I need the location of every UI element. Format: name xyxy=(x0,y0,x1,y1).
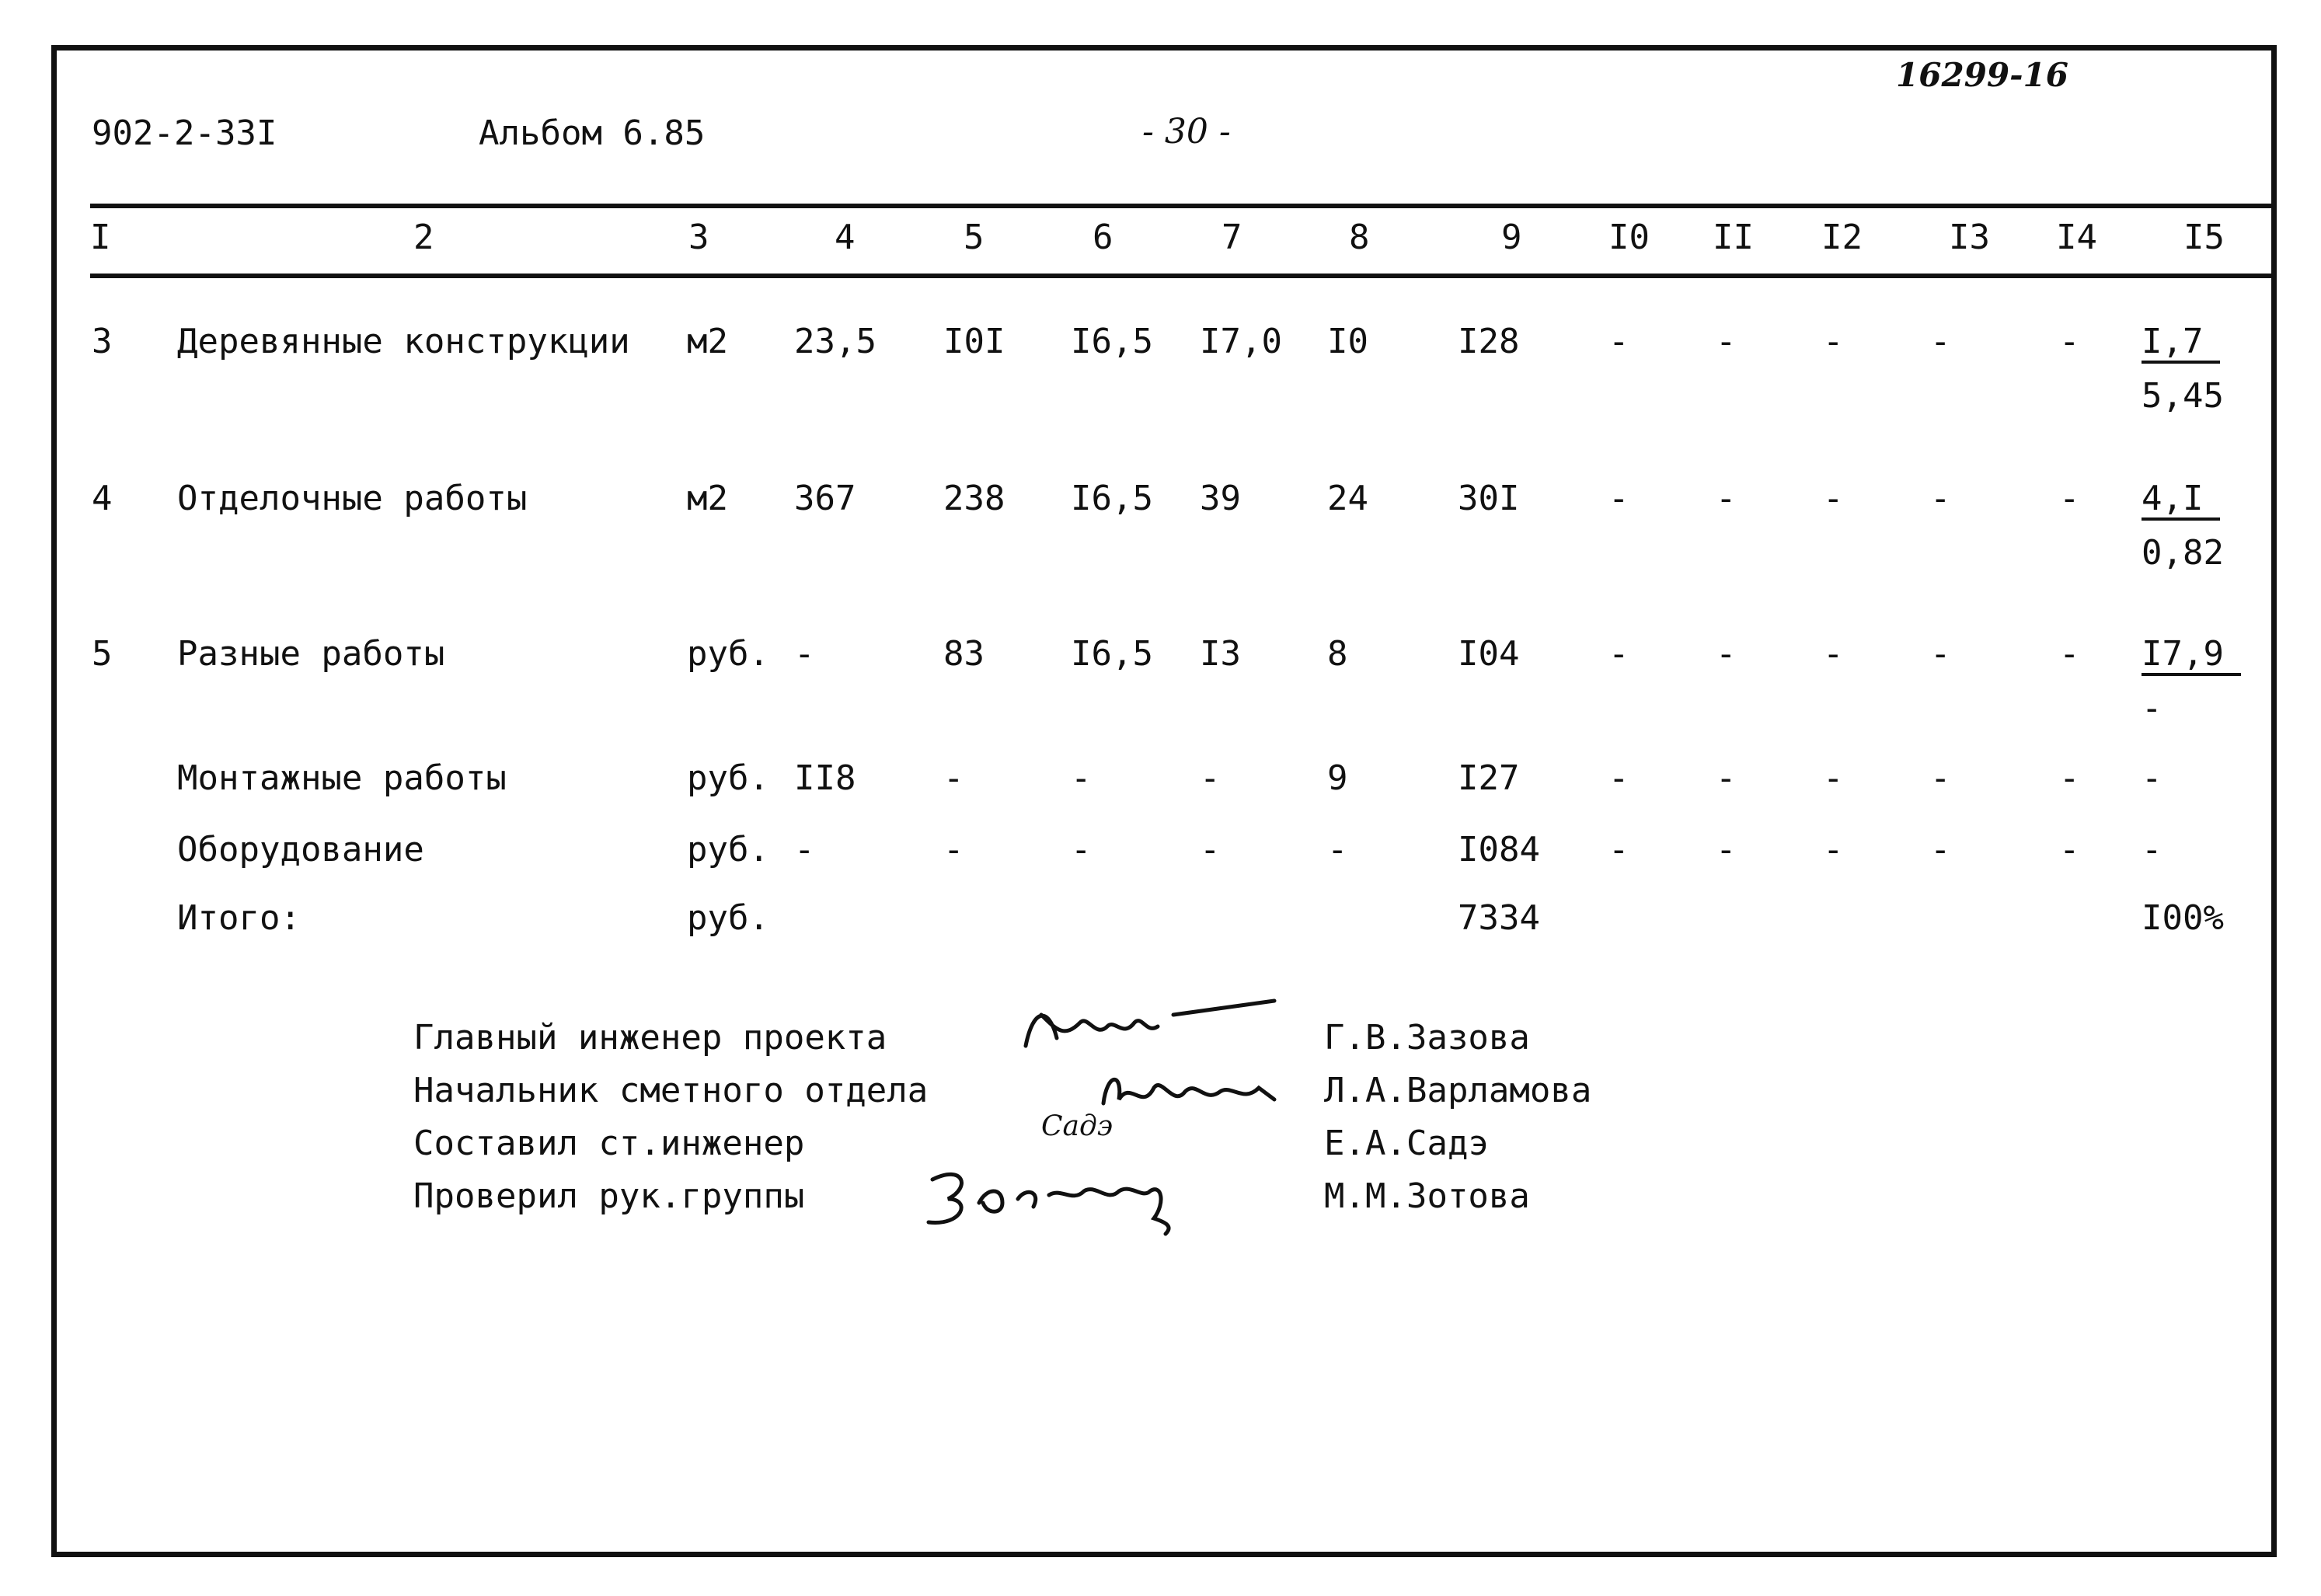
cell-col7: - xyxy=(1200,758,1221,798)
stamp-number: 16299-16 xyxy=(1896,56,2068,94)
cell-col9: 7334 xyxy=(1458,898,1540,938)
cell-col4: 367 xyxy=(794,479,856,518)
column-header: 8 xyxy=(1349,218,1370,257)
cell-col9: 30I xyxy=(1458,479,1520,518)
signer-role: Главный инженер проекта xyxy=(413,1018,887,1058)
cell-col12: - xyxy=(1823,479,1844,518)
cell-col7: 39 xyxy=(1200,479,1241,518)
cell-col15-denominator: 0,82 xyxy=(2142,533,2224,573)
cell-col7: I3 xyxy=(1200,634,1241,674)
column-header: I4 xyxy=(2056,218,2097,257)
cell-col13: - xyxy=(1930,830,1951,869)
cell-col8: - xyxy=(1327,830,1348,869)
cell-col10: - xyxy=(1608,322,1629,361)
cell-col13: - xyxy=(1930,758,1951,798)
cell-col11: - xyxy=(1716,479,1737,518)
cell-col14: - xyxy=(2059,758,2080,798)
cell-col13: - xyxy=(1930,479,1951,518)
row-unit: руб. xyxy=(687,898,769,938)
cell-col15-numerator: I7,9 xyxy=(2142,637,2241,676)
row-number: 5 xyxy=(92,634,113,674)
column-header: I3 xyxy=(1949,218,1990,257)
column-header: 3 xyxy=(688,218,709,257)
row-name: Деревянные конструкции xyxy=(177,322,630,361)
row-name: Разные работы xyxy=(177,634,445,674)
column-header: I xyxy=(90,218,111,257)
handwritten-signature xyxy=(917,1156,1243,1242)
signer-name: Г.В.Зазова xyxy=(1324,1018,1530,1058)
row-unit: м2 xyxy=(687,479,728,518)
row-name: Отделочные работы xyxy=(177,479,528,518)
cell-col15-denominator: 5,45 xyxy=(2142,376,2224,416)
signer-name: М.М.Зотова xyxy=(1324,1176,1530,1216)
cell-col7: I7,0 xyxy=(1200,322,1282,361)
row-name: Оборудование xyxy=(177,830,424,869)
cell-col15-numerator: I,7 xyxy=(2142,325,2220,364)
cell-col13: - xyxy=(1930,322,1951,361)
cell-col12: - xyxy=(1823,758,1844,798)
cell-col4: - xyxy=(794,634,815,674)
row-number: 4 xyxy=(92,479,113,518)
column-header: 7 xyxy=(1221,218,1242,257)
row-unit: руб. xyxy=(687,830,769,869)
handwritten-signature xyxy=(1088,1057,1290,1127)
cell-col6: - xyxy=(1071,758,1092,798)
signer-role: Составил ст.инженер xyxy=(413,1124,805,1163)
row-unit: руб. xyxy=(687,634,769,674)
cell-col13: - xyxy=(1930,634,1951,674)
cell-col5: 83 xyxy=(943,634,985,674)
column-header: II xyxy=(1713,218,1754,257)
header-bottom-line xyxy=(90,274,2277,278)
cell-col15: I00% xyxy=(2142,898,2224,938)
cell-col15: - xyxy=(2142,758,2162,798)
cell-col11: - xyxy=(1716,758,1737,798)
header-top-line xyxy=(90,204,2277,208)
cell-col14: - xyxy=(2059,322,2080,361)
column-header: 6 xyxy=(1093,218,1113,257)
cell-col12: - xyxy=(1823,634,1844,674)
cell-col6: I6,5 xyxy=(1071,479,1153,518)
page-frame xyxy=(51,45,2277,1557)
cell-col5: - xyxy=(943,830,964,869)
cell-col9: I084 xyxy=(1458,830,1540,869)
cell-col4: - xyxy=(794,830,815,869)
sheet-code: 902-2-33I xyxy=(92,113,277,153)
cell-col14: - xyxy=(2059,634,2080,674)
cell-col11: - xyxy=(1716,634,1737,674)
cell-col14: - xyxy=(2059,479,2080,518)
column-header: I2 xyxy=(1821,218,1863,257)
cell-col5: I0I xyxy=(943,322,1005,361)
cell-col4: 23,5 xyxy=(794,322,876,361)
signer-role: Начальник сметного отдела xyxy=(413,1071,929,1110)
cell-col10: - xyxy=(1608,634,1629,674)
cell-col12: - xyxy=(1823,830,1844,869)
column-header: 5 xyxy=(964,218,985,257)
cell-col15-numerator: 4,I xyxy=(2142,482,2220,521)
cell-col10: - xyxy=(1608,830,1629,869)
cell-col9: I28 xyxy=(1458,322,1520,361)
row-unit: руб. xyxy=(687,758,769,798)
cell-col10: - xyxy=(1608,758,1629,798)
column-header: I0 xyxy=(1608,218,1650,257)
cell-col6: - xyxy=(1071,830,1092,869)
cell-col5: 238 xyxy=(943,479,1005,518)
row-number: 3 xyxy=(92,322,113,361)
cell-col7: - xyxy=(1200,830,1221,869)
row-unit: м2 xyxy=(687,322,728,361)
cell-col8: I0 xyxy=(1327,322,1368,361)
cell-col6: I6,5 xyxy=(1071,322,1153,361)
column-header: 9 xyxy=(1501,218,1522,257)
cell-col4: II8 xyxy=(794,758,856,798)
cell-col5: - xyxy=(943,758,964,798)
cell-col9: I04 xyxy=(1458,634,1520,674)
cell-col11: - xyxy=(1716,322,1737,361)
cell-col14: - xyxy=(2059,830,2080,869)
cell-col15: - xyxy=(2142,830,2162,869)
handwritten-signature xyxy=(1010,991,1290,1061)
row-name: Итого: xyxy=(177,898,301,938)
cell-col12: - xyxy=(1823,322,1844,361)
cell-col11: - xyxy=(1716,830,1737,869)
signer-role: Проверил рук.группы xyxy=(413,1176,805,1216)
signer-name: Е.А.Садэ xyxy=(1324,1124,1489,1163)
signer-name: Л.А.Варламова xyxy=(1324,1071,1592,1110)
cell-col15-denominator: - xyxy=(2142,688,2162,728)
cell-col9: I27 xyxy=(1458,758,1520,798)
album-label: Альбом 6.85 xyxy=(479,113,706,153)
cell-col8: 8 xyxy=(1327,634,1348,674)
column-header: 2 xyxy=(413,218,434,257)
page-number: - 30 - xyxy=(1142,112,1231,152)
row-name: Монтажные работы xyxy=(177,758,507,798)
cell-col8: 24 xyxy=(1327,479,1368,518)
cell-col8: 9 xyxy=(1327,758,1348,798)
cell-col6: I6,5 xyxy=(1071,634,1153,674)
column-header: 4 xyxy=(835,218,856,257)
handwritten-note: Садэ xyxy=(1041,1110,1113,1142)
column-header: I5 xyxy=(2183,218,2225,257)
cell-col10: - xyxy=(1608,479,1629,518)
